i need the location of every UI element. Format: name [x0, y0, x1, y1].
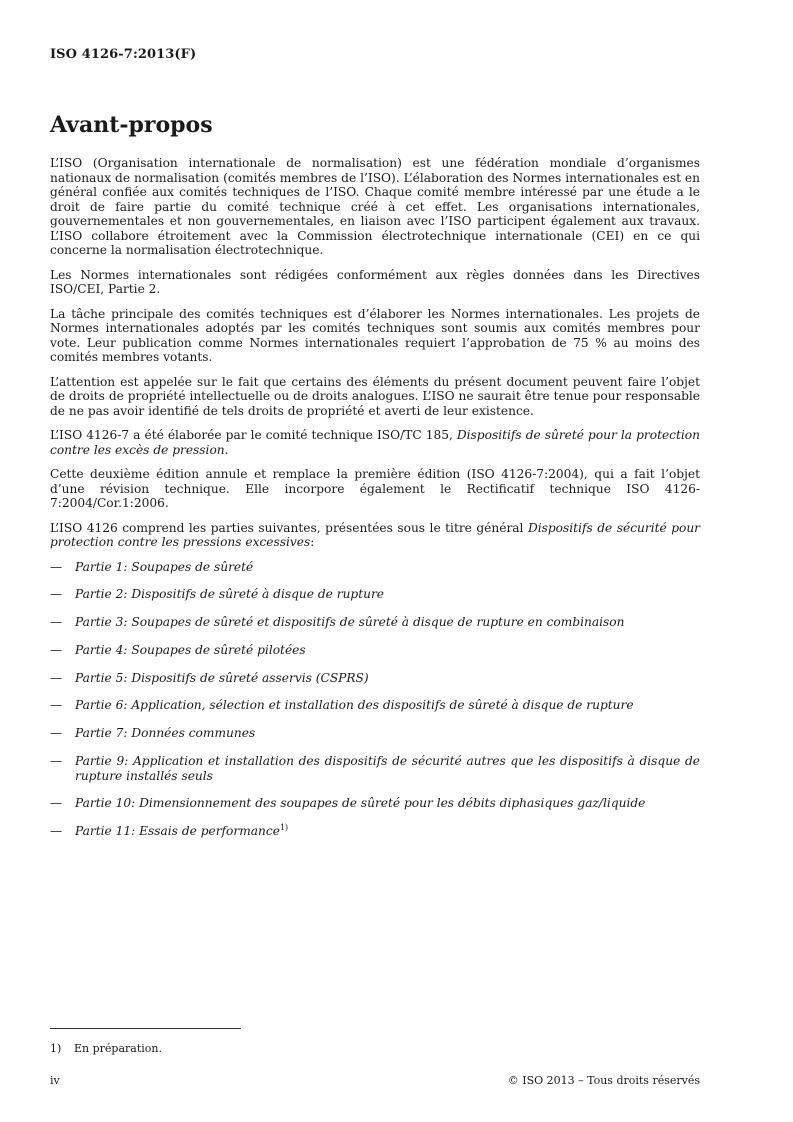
paragraph-directives: Les Normes internationales sont rédigées conformément aux règles données dans les Directives ISO/CEI, Partie 2.	[50, 267, 700, 296]
part-title: Partie 9: Application et installation des dispositifs de sécurité autres que les dispositifs à disque de rupture installés seuls	[75, 754, 700, 783]
elaboration-end: .	[224, 442, 229, 457]
list-dash: —	[50, 615, 63, 630]
page-number: iv	[50, 1074, 60, 1087]
list-item	[50, 643, 700, 658]
list-item	[50, 754, 700, 783]
paragraph-series-intro	[50, 521, 700, 550]
elaboration-committee-title: Dispositifs de sûreté pour la protection contre les excès de pression	[50, 428, 700, 457]
list-item	[50, 796, 700, 811]
part-title: Partie 10: Dimensionnement des soupapes de sûreté pour les débits diphasiques gaz/liquide	[75, 796, 646, 811]
list-dash: —	[50, 726, 63, 741]
part-title: Partie 1: Soupapes de sûreté	[75, 559, 254, 574]
list-item	[50, 726, 700, 741]
list-item	[50, 587, 700, 602]
list-item	[50, 698, 700, 713]
series-intro-text: L’ISO 4126 comprend les parties suivantes, présentées sous le titre général	[50, 520, 528, 535]
list-item	[50, 560, 700, 575]
list-dash: —	[50, 796, 63, 811]
document-identifier: ISO 4126-7:2013(F)	[50, 47, 197, 62]
list-dash: —	[50, 559, 63, 574]
paragraph-edition-note: Cette deuxième édition annule et remplace la première édition (ISO 4126-7:2004), qui a fait l’objet d’une révision technique. Elle incorpore également le Rectificatif technique ISO 4126-7:2004/Cor.1:2006.	[50, 467, 700, 510]
part-title: Partie 11: Essais de performance	[75, 824, 280, 839]
footnote-reference[interactable]: 1)	[279, 823, 289, 833]
series-intro-end: :	[310, 535, 315, 549]
paragraph-iso-intro: L’ISO (Organisation internationale de normalisation) est une fédération mondiale d’organismes nationaux de normalisation (comités membres de l’ISO). L’élaboration des Normes internationales est en général confiée aux comités techniques de l’ISO. Chaque comité membre intéressé par une étude a le droit de faire partie du comité technique créé à cet effet. Les organisations internationales, gouvernementales et non gouvernementales, en liaison avec l’ISO participent également aux travaux. L’ISO collabore étroitement avec la Commission électrotechnique internationale (CEI) en ce qui concerne la normalisation électrotechnique.	[50, 156, 700, 257]
copyright-notice: © ISO 2013 – Tous droits réservés	[507, 1074, 700, 1087]
elaboration-text: L’ISO 4126-7 a été élaborée par le comité technique ISO/TC 185,	[50, 428, 457, 442]
list-dash: —	[50, 698, 63, 713]
section-title: Avant-propos	[50, 112, 213, 138]
parts-list	[50, 560, 700, 839]
paragraph-main-task: La tâche principale des comités techniques est d’élaborer les Normes internationales. Les projets de Normes internationales adoptés par les comités techniques sont soumis aux comités membres pour vote. Leur publication comme Normes internationales requiert l’approbation de 75 % au moins des comités membres votants.	[50, 306, 700, 364]
foreword-body	[50, 156, 700, 852]
list-item	[50, 671, 700, 686]
list-dash: —	[50, 642, 63, 657]
part-title: Partie 4: Soupapes de sûreté pilotées	[75, 642, 306, 657]
paragraph-elaboration	[50, 428, 700, 457]
part-title: Partie 3: Soupapes de sûreté et dispositifs de sûreté à disque de rupture en combinaison	[75, 615, 625, 630]
part-title: Partie 5: Dispositifs de sûreté asservis (CSPRS)	[75, 670, 369, 685]
part-title: Partie 6: Application, sélection et installation des dispositifs de sûreté à disque de rupture	[75, 698, 634, 713]
footnote	[50, 1042, 162, 1055]
paragraph-patent-rights: L’attention est appelée sur le fait que certains des éléments du présent document peuvent faire l’objet de droits de propriété intellectuelle ou de droits analogues. L’ISO ne saurait être tenue pour responsable de ne pas avoir identifié de tels droits de propriété et averti de leur existence.	[50, 374, 700, 418]
list-dash: —	[50, 824, 63, 839]
series-general-title: Dispositifs de sécurité pour protection contre les pressions excessives	[50, 520, 701, 549]
list-item	[50, 615, 700, 630]
footnote-text: En préparation.	[74, 1042, 162, 1055]
footnote-number: 1)	[50, 1042, 62, 1055]
footnote-separator	[50, 1028, 241, 1029]
list-dash: —	[50, 670, 63, 685]
part-title: Partie 7: Données communes	[75, 726, 256, 741]
list-dash: —	[50, 587, 63, 602]
list-item	[50, 824, 700, 839]
part-title: Partie 2: Dispositifs de sûreté à disque de rupture	[75, 587, 385, 602]
list-dash: —	[50, 754, 63, 769]
